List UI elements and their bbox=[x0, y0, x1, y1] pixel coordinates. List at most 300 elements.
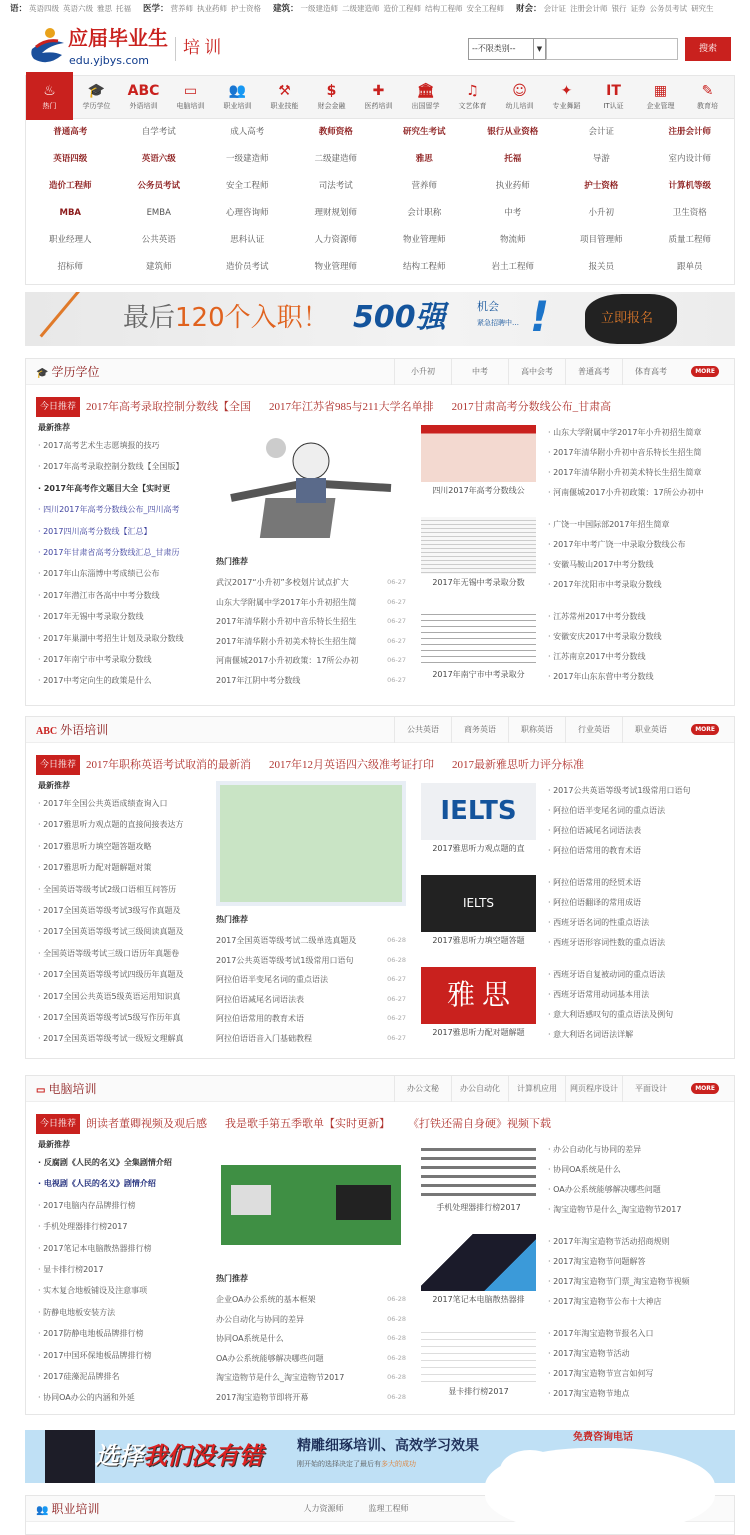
nav-item-5[interactable] bbox=[261, 76, 308, 118]
recruit-banner[interactable] bbox=[25, 292, 735, 346]
list-item-text: 2017年潜江市各高中中考分数线 bbox=[43, 590, 160, 600]
list-item[interactable]: · 河南偃城2017小升初政策：17所公办初中 bbox=[548, 488, 704, 497]
thumb-caption[interactable]: 显卡排行榜2017 bbox=[448, 1387, 509, 1396]
hot-item[interactable] bbox=[216, 632, 406, 652]
hot-item-date: 06-28 bbox=[387, 1373, 406, 1381]
list-item[interactable]: · 2017年高考录取控制分数线【全国版】 bbox=[38, 462, 184, 472]
hot-item-date: 06-28 bbox=[387, 936, 406, 944]
list-item-text: 西班牙语名词的性重点语法 bbox=[553, 918, 650, 927]
category-link[interactable]: 心理咨询师 bbox=[225, 208, 269, 218]
category-link[interactable]: 物流师 bbox=[499, 235, 526, 245]
list-item[interactable]: · 2017硅藻泥品牌排名 bbox=[38, 1371, 120, 1381]
topbar-link[interactable]: 二级建造师 bbox=[342, 4, 380, 13]
tab[interactable]: 职称英语 bbox=[508, 717, 565, 743]
headline-link[interactable]: 2017年12月英语四六级准考证打印 bbox=[269, 759, 435, 771]
today-recommend bbox=[36, 397, 629, 417]
section-2 bbox=[25, 1075, 735, 1415]
nav-item-7[interactable] bbox=[355, 76, 402, 118]
headline-link[interactable]: 2017年江苏省985与211大学名单排 bbox=[269, 401, 434, 413]
hot-list bbox=[216, 1274, 406, 1407]
list-item-text: 意大利语名词语法详解 bbox=[553, 1030, 634, 1039]
list-item[interactable]: · 2017淘宝造物节活动 bbox=[548, 1349, 630, 1358]
abc-icon: ABC bbox=[36, 726, 58, 737]
list-item[interactable]: · 2017年沈阳市中考录取分数线 bbox=[548, 580, 662, 589]
nav-item-1[interactable] bbox=[73, 76, 120, 118]
category-link[interactable]: 岩土工程师 bbox=[491, 262, 534, 272]
tab[interactable]: 小升初 bbox=[394, 359, 451, 385]
nav-item-13[interactable] bbox=[637, 76, 684, 118]
list-item-text: 协同OA办公的内涵和外延 bbox=[43, 1393, 135, 1403]
list-item[interactable]: · 2017雅思听力配对题解题对策 bbox=[38, 863, 152, 873]
topbar-link[interactable]: 银行 bbox=[611, 4, 627, 13]
category-link[interactable]: 成人高考 bbox=[230, 127, 265, 137]
thumb-image[interactable] bbox=[421, 425, 536, 482]
topbar-link[interactable]: 造价工程师 bbox=[383, 4, 422, 13]
topbar-link[interactable]: 公务员考试 bbox=[649, 4, 688, 13]
category-link[interactable]: 跟单员 bbox=[676, 262, 703, 272]
topbar-link[interactable]: 研究生 bbox=[691, 4, 714, 13]
list-item[interactable]: · 阿拉伯语减尾名词语法表 bbox=[548, 826, 642, 835]
thumb-list bbox=[421, 423, 731, 699]
category-link[interactable]: 造价员考试 bbox=[225, 262, 269, 272]
list-item[interactable]: · 淘宝造物节是什么_淘宝造物节2017 bbox=[548, 1205, 682, 1214]
hot-item-date: 06-28 bbox=[387, 1353, 406, 1362]
category-link[interactable]: 职业经理人 bbox=[48, 235, 92, 245]
tab[interactable]: 行业英语 bbox=[565, 717, 622, 743]
nav-item-8[interactable] bbox=[402, 76, 449, 118]
category-link[interactable]: 执业药师 bbox=[495, 181, 530, 191]
thumb-image[interactable] bbox=[421, 1142, 536, 1199]
list-item[interactable]: · 山东大学附属中学2017年小升初招生简章 bbox=[548, 428, 702, 437]
category-link[interactable]: 会计证 bbox=[588, 127, 614, 137]
list-item[interactable]: · 2017全国英语等级考试三级阅读真题及 bbox=[38, 927, 184, 937]
category-link[interactable]: MBA bbox=[59, 208, 81, 218]
headline-link[interactable]: 2017年高考录取控制分数线【全国 bbox=[86, 401, 252, 413]
hot-item[interactable] bbox=[216, 671, 406, 691]
category-select[interactable] bbox=[468, 38, 546, 60]
topbar-link[interactable]: 护士资格 bbox=[231, 4, 262, 13]
list-item-text: 2017全国英语等级考试四级历年真题及 bbox=[43, 970, 184, 980]
list-item-text: 山东大学附属中学2017年小升初招生简章 bbox=[553, 428, 702, 437]
thumb-image[interactable] bbox=[421, 1234, 536, 1291]
category-link[interactable]: 物业管理师 bbox=[402, 235, 446, 245]
category-link[interactable]: 英语四级 bbox=[53, 154, 88, 164]
tab[interactable]: 监理工程师 bbox=[368, 1504, 409, 1513]
list-item[interactable]: · 2017年甘肃省高考分数线汇总_甘肃历 bbox=[38, 547, 180, 557]
list-item[interactable]: · 2017笔记本电脑散热器排行榜 bbox=[38, 1243, 152, 1253]
nav-label: 出国留学 bbox=[411, 102, 440, 110]
list-item-text: 阿拉伯语常用的经贸术语 bbox=[553, 878, 642, 887]
more-button[interactable]: MORE bbox=[691, 1083, 719, 1094]
thumb-image[interactable]: 雅 思 bbox=[421, 967, 536, 1024]
section-title[interactable] bbox=[36, 365, 99, 381]
free-hotline[interactable]: 免费咨询电话 bbox=[573, 1432, 633, 1443]
list-item[interactable]: · 2017年中考广饶一中录取分数线公布 bbox=[548, 540, 686, 549]
list-item-text: 安徽安庆2017中考录取分数线 bbox=[553, 632, 662, 641]
hot-item-date: 06-27 bbox=[387, 1014, 406, 1022]
list-item[interactable]: · 2017四川高考分数线【汇总】 bbox=[38, 526, 152, 536]
category-link[interactable]: 一级建造师 bbox=[225, 154, 269, 164]
hot-item[interactable] bbox=[216, 612, 406, 632]
exclamation-icon: ! bbox=[530, 292, 550, 341]
list-item[interactable]: · 实木复合地板铺设及注意事项 bbox=[38, 1286, 148, 1296]
thumb-list bbox=[421, 781, 731, 1057]
list-item[interactable]: · 协同OA系统是什么 bbox=[548, 1165, 621, 1174]
category-link[interactable]: 英语六级 bbox=[141, 154, 176, 164]
category-link[interactable]: 二级建造师 bbox=[314, 154, 357, 164]
list-item[interactable]: · 反腐剧《人民的名义》全集剧情介绍 bbox=[38, 1158, 172, 1167]
hot-item-date: 06-27 bbox=[387, 975, 406, 983]
section-title[interactable]: 👥 职业培训 bbox=[36, 1502, 100, 1516]
tab[interactable]: 办公自动化 bbox=[451, 1076, 508, 1102]
thumb-image[interactable] bbox=[421, 609, 536, 666]
list-item[interactable]: · 2017全国英语等级考试四级历年真题及 bbox=[38, 970, 184, 980]
category-link[interactable]: 招标师 bbox=[57, 262, 83, 272]
list-item[interactable]: · 阿拉伯语常用的经贸术语 bbox=[548, 878, 642, 887]
category-link[interactable]: 建筑师 bbox=[145, 262, 172, 272]
hot-title: 热门推荐 bbox=[216, 1274, 248, 1283]
list-item[interactable]: · 安徽安庆2017中考录取分数线 bbox=[548, 632, 662, 641]
category-link[interactable]: 项目管理师 bbox=[579, 235, 623, 245]
list-item-text: 2017年淘宝造物节报名入口 bbox=[553, 1329, 654, 1338]
list-item-text: 西班牙语常用动词基本用法 bbox=[553, 990, 650, 999]
list-item[interactable]: · 阿拉伯语翻译的常用成语 bbox=[548, 898, 642, 907]
category-link[interactable]: 室内设计师 bbox=[668, 154, 711, 164]
search-input[interactable] bbox=[546, 38, 678, 60]
tab[interactable]: 网页程序设计 bbox=[565, 1076, 622, 1102]
tab[interactable]: 人力资源师 bbox=[303, 1504, 344, 1513]
nav-item-11[interactable] bbox=[543, 76, 590, 118]
category-link[interactable]: 营养师 bbox=[411, 181, 437, 191]
hot-item[interactable] bbox=[216, 573, 406, 593]
list-item[interactable]: · 2017年清华附小升初中音乐特长生招生简 bbox=[548, 448, 702, 457]
hot-item-text: 2017全国英语等级考试二级单选真题及 bbox=[216, 936, 357, 945]
list-item[interactable]: · 2017年巢湖中考招生计划及录取分数线 bbox=[38, 633, 184, 643]
tab[interactable]: 体育高考 bbox=[622, 359, 679, 385]
hot-title: 热门推荐 bbox=[216, 557, 248, 566]
list-item[interactable]: · 2017年全国公共英语成绩查询入口 bbox=[38, 799, 168, 808]
hot-item[interactable] bbox=[216, 990, 406, 1010]
category-link[interactable]: 公共英语 bbox=[141, 235, 176, 245]
thumb-image[interactable] bbox=[421, 1326, 536, 1383]
thumb-caption[interactable]: 2017雅思听力观点题的直 bbox=[432, 844, 525, 853]
list-item[interactable]: · 西班牙语名词的性重点语法 bbox=[548, 918, 650, 927]
list-item-text: 阿拉伯语半变尾名词的重点语法 bbox=[553, 806, 666, 815]
section-title-text: 学历学位 bbox=[51, 365, 100, 379]
hot-item[interactable] bbox=[216, 1290, 406, 1310]
category-link[interactable]: 自学考试 bbox=[141, 127, 176, 137]
nav-item-3[interactable] bbox=[167, 76, 214, 118]
topbar-link[interactable]: 托福 bbox=[116, 4, 132, 13]
list-item[interactable]: · 2017中国环保地板品牌排行榜 bbox=[38, 1350, 152, 1360]
list-item[interactable]: · 2017年淘宝造物节报名入口 bbox=[548, 1329, 654, 1338]
decor-stripe bbox=[40, 292, 81, 337]
category-grid bbox=[25, 119, 735, 285]
category-select-value: --不限类别-- bbox=[472, 44, 516, 53]
hot-item-text: 阿拉伯语常用的教育术语 bbox=[216, 1014, 304, 1023]
list-item-text: 2017全国英语等级考试3级写作真题及 bbox=[43, 905, 181, 915]
logo-text[interactable]: 应届毕业生 bbox=[68, 28, 168, 50]
hot-item-date: 06-27 bbox=[387, 597, 406, 606]
thumb-links bbox=[548, 1140, 731, 1220]
thumb-image[interactable] bbox=[421, 517, 536, 574]
list-item[interactable]: · 安徽马鞍山2017中考分数线 bbox=[548, 560, 654, 569]
hot-item-text: 办公自动化与协同的差异 bbox=[216, 1314, 304, 1324]
category-link[interactable]: 造价工程师 bbox=[48, 181, 92, 191]
list-item[interactable]: · 2017淘宝造物节地点 bbox=[548, 1389, 630, 1398]
hot-item[interactable] bbox=[216, 593, 406, 613]
list-item[interactable]: · 手机处理器排行榜2017 bbox=[38, 1222, 128, 1232]
section-title[interactable] bbox=[36, 1082, 96, 1098]
list-item[interactable]: · 2017电脑内存品牌排行榜 bbox=[38, 1200, 136, 1210]
thumb-caption[interactable]: 2017笔记本电脑散热器排 bbox=[432, 1295, 525, 1304]
topbar-link[interactable]: 结构工程师 bbox=[425, 4, 463, 13]
list-item[interactable]: · OA办公系统能够解决哪些问题 bbox=[548, 1185, 661, 1194]
list-item[interactable]: · 2017全国英语等级考试一级短文理解真 bbox=[38, 1034, 184, 1044]
list-item[interactable]: · 四川2017年高考分数线公布_四川高考 bbox=[38, 505, 180, 515]
list-item[interactable]: · 2017年高考作文题目大全【实时更 bbox=[38, 483, 171, 493]
category-link[interactable]: 安全工程师 bbox=[225, 181, 269, 191]
list-item[interactable]: · 广饶一中国际部2017年招生简章 bbox=[548, 520, 670, 529]
feature-image[interactable] bbox=[216, 1140, 406, 1265]
list-item[interactable]: · 2017雅思听力填空题答题攻略 bbox=[38, 841, 152, 851]
topbar-link[interactable]: 营养师 bbox=[170, 4, 194, 13]
more-button[interactable]: MORE bbox=[691, 366, 719, 377]
section-1 bbox=[25, 716, 735, 1059]
topbar-link[interactable]: 雅思 bbox=[97, 4, 113, 13]
nav-item-10[interactable] bbox=[496, 76, 543, 118]
thumb-caption[interactable]: 2017年无锡中考录取分数 bbox=[432, 578, 525, 587]
thumb-caption[interactable]: 2017雅思听力填空题答题 bbox=[432, 936, 525, 945]
topbar-link[interactable]: 一级建造师 bbox=[300, 4, 339, 13]
search-button[interactable]: 搜索 bbox=[685, 37, 731, 61]
thumb-block bbox=[421, 1140, 731, 1232]
list-item-text: 2017雅思听力填空题答题攻略 bbox=[43, 841, 152, 851]
list-item[interactable]: · 显卡排行榜2017 bbox=[38, 1264, 104, 1274]
hot-item[interactable] bbox=[216, 1349, 406, 1369]
tab[interactable]: 平面设计 bbox=[622, 1076, 679, 1102]
nav-item-9[interactable] bbox=[449, 76, 496, 118]
feature-image[interactable] bbox=[216, 423, 406, 548]
list-item[interactable]: · 协同OA办公的内涵和外延 bbox=[38, 1393, 135, 1403]
category-link[interactable]: 小升初 bbox=[588, 208, 614, 218]
hot-item[interactable] bbox=[216, 970, 406, 990]
headline-link[interactable]: 2017甘肃高考分数线公布_甘肃高 bbox=[451, 401, 612, 413]
list-item[interactable]: · 西班牙语形容词性数的重点语法 bbox=[548, 938, 666, 947]
hot-item[interactable] bbox=[216, 1310, 406, 1330]
category-link[interactable]: 托福 bbox=[504, 154, 522, 164]
category-link[interactable]: 人力资源师 bbox=[314, 235, 357, 245]
list-item[interactable]: · 2017全国公共英语5级英语运用知识真 bbox=[38, 991, 181, 1001]
hot-item-text: OA办公系统能够解决哪些问题 bbox=[216, 1353, 324, 1363]
hot-item-text: 2017年江阴中考分数线 bbox=[216, 675, 301, 685]
section-title[interactable] bbox=[36, 723, 108, 739]
category-link[interactable]: 报关员 bbox=[588, 262, 614, 272]
monitor-icon: ▭ bbox=[36, 1085, 46, 1096]
category-link[interactable]: 公务员考试 bbox=[137, 181, 180, 191]
feature-image[interactable] bbox=[216, 781, 406, 906]
list-item[interactable]: · 2017高考艺术生志愿填报的技巧 bbox=[38, 441, 160, 450]
hot-item-date: 06-28 bbox=[387, 1295, 406, 1303]
category-link[interactable]: 雅思 bbox=[415, 154, 433, 164]
list-item[interactable]: · 意大利语名词语法详解 bbox=[548, 1030, 634, 1039]
nav-item-14[interactable] bbox=[684, 76, 731, 118]
list-item[interactable]: · 全国英语等级考试2级口语相互问答历 bbox=[38, 884, 177, 894]
tab[interactable]: 中考 bbox=[451, 359, 508, 385]
nav-item-2[interactable] bbox=[120, 76, 167, 118]
category-link[interactable]: 普通高考 bbox=[53, 127, 88, 137]
thumb-caption[interactable]: 四川2017年高考分数线公 bbox=[432, 486, 525, 495]
list-item[interactable]: · 办公自动化与协同的差异 bbox=[548, 1145, 642, 1154]
list-item[interactable]: · 2017年淘宝造物节活动招商规则 bbox=[548, 1237, 670, 1246]
latest-list bbox=[38, 1140, 208, 1413]
category-link[interactable]: EMBA bbox=[146, 208, 171, 218]
tab[interactable]: 商务英语 bbox=[451, 717, 508, 743]
thumb-caption[interactable]: 手机处理器排行榜2017 bbox=[436, 1203, 521, 1212]
money-bag-icon: $ bbox=[326, 83, 337, 99]
category-link[interactable]: 导游 bbox=[592, 154, 610, 164]
list-item[interactable]: · 2017年山东东营中考分数线 bbox=[548, 672, 654, 681]
category-link[interactable]: 理财规划师 bbox=[314, 208, 357, 218]
thumb-list bbox=[421, 1140, 731, 1416]
list-item[interactable]: · 电视剧《人民的名义》剧情介绍 bbox=[38, 1179, 156, 1189]
list-item-text: 安徽马鞍山2017中考分数线 bbox=[553, 560, 654, 569]
category-link[interactable]: 中考 bbox=[504, 208, 522, 218]
signup-button[interactable]: 立即报名 bbox=[601, 311, 654, 326]
list-item[interactable]: · 2017年清华附小升初美术特长生招生简章 bbox=[548, 468, 702, 477]
hot-item[interactable] bbox=[216, 951, 406, 971]
list-item[interactable]: · 2017防静电地板品牌排行榜 bbox=[38, 1329, 144, 1339]
category-link[interactable]: 物业管理师 bbox=[314, 262, 357, 272]
list-item[interactable]: · 意大利语感叹句的重点语法及例句 bbox=[548, 1010, 674, 1019]
hot-item[interactable] bbox=[216, 1009, 406, 1029]
topbar-group-label: 建筑： bbox=[273, 4, 299, 14]
category-link[interactable]: 质量工程师 bbox=[668, 235, 711, 245]
category-link[interactable]: 会计职称 bbox=[407, 208, 442, 218]
list-item[interactable]: · 2017全国英语等级考试5级写作历年真 bbox=[38, 1012, 181, 1022]
thumb-caption[interactable]: 2017雅思听力配对题解题 bbox=[432, 1028, 525, 1037]
list-item[interactable]: · 2017公共英语等级考试1级常用口语句 bbox=[548, 786, 691, 795]
list-item[interactable]: · 2017中考定向生的政策是什么 bbox=[38, 676, 152, 686]
topbar-link[interactable]: 注册会计师 bbox=[570, 4, 608, 13]
category-link[interactable]: 银行从业资格 bbox=[487, 127, 539, 137]
category-link[interactable]: 卫生资格 bbox=[672, 208, 707, 218]
category-link[interactable]: 注册会计师 bbox=[668, 127, 711, 137]
thumb-caption[interactable]: 2017年南宁市中考录取分 bbox=[432, 670, 525, 679]
list-item[interactable]: · 2017淘宝造物节宣言如何写 bbox=[548, 1369, 654, 1378]
category-link[interactable]: 司法考试 bbox=[318, 181, 353, 191]
topbar-link[interactable]: 英语六级 bbox=[63, 4, 94, 13]
list-item-text: 2017淘宝造物节门票_淘宝造物节视频 bbox=[553, 1277, 690, 1286]
thumb-links bbox=[548, 1232, 731, 1312]
list-item-text: 2017年清华附小升初美术特长生招生简章 bbox=[553, 468, 702, 477]
list-item[interactable]: · 2017雅思听力观点题的直接间接表达方 bbox=[38, 820, 184, 830]
thumb-block bbox=[421, 965, 731, 1057]
hot-item[interactable] bbox=[216, 931, 406, 951]
list-item[interactable]: · 2017年潜江市各高中中考分数线 bbox=[38, 590, 160, 600]
tab[interactable]: 高中会考 bbox=[508, 359, 565, 385]
list-item[interactable]: · 江苏南京2017中考分数线 bbox=[548, 652, 646, 661]
list-item[interactable]: · 阿拉伯语常用的教育术语 bbox=[548, 846, 642, 855]
topbar-link[interactable]: 执业药师 bbox=[197, 4, 228, 13]
list-item-text: 2017年巢湖中考招生计划及录取分数线 bbox=[43, 633, 184, 643]
list-item[interactable]: · 2017淘宝造物节门票_淘宝造物节视频 bbox=[548, 1277, 690, 1286]
list-item[interactable]: · 西班牙语常用动词基本用法 bbox=[548, 990, 650, 999]
list-item[interactable]: · 2017全国英语等级考试3级写作真题及 bbox=[38, 905, 181, 915]
topbar-link[interactable]: 证券 bbox=[630, 4, 646, 13]
nav-item-4[interactable] bbox=[214, 76, 261, 118]
thumb-image[interactable]: IELTS bbox=[421, 783, 536, 840]
list-item-text: 2017笔记本电脑散热器排行榜 bbox=[43, 1243, 152, 1253]
category-link[interactable]: 教师资格 bbox=[318, 127, 353, 137]
topbar-link[interactable]: 安全工程师 bbox=[466, 4, 505, 13]
nav-label: 电脑培训 bbox=[176, 102, 205, 110]
list-item[interactable]: · 全国英语等级考试三级口语历年真题卷 bbox=[38, 948, 180, 958]
category-link[interactable]: 思科认证 bbox=[230, 235, 265, 245]
category-link[interactable]: 结构工程师 bbox=[402, 262, 446, 272]
list-item-text: 2017年清华附小升初中音乐特长生招生简 bbox=[553, 448, 702, 457]
topbar-link[interactable]: 会计证 bbox=[543, 4, 567, 13]
headline-link[interactable]: 2017最新雅思听力评分标准 bbox=[452, 759, 585, 771]
logo-icon[interactable] bbox=[28, 27, 68, 65]
category-link[interactable]: 计算机等级 bbox=[668, 181, 711, 191]
hot-item[interactable] bbox=[216, 1029, 406, 1049]
tab[interactable]: 计算机应用 bbox=[508, 1076, 565, 1102]
nav-item-6[interactable] bbox=[308, 76, 355, 118]
headline-link[interactable]: 朗读者董卿视频及观后感 bbox=[86, 1118, 208, 1130]
nav-item-12[interactable] bbox=[590, 76, 637, 118]
list-item[interactable]: · 防静电地板安装方法 bbox=[38, 1307, 116, 1317]
list-item[interactable]: · 2017年无锡中考录取分数线 bbox=[38, 612, 144, 622]
list-item[interactable]: · 阿拉伯语半变尾名词的重点语法 bbox=[548, 806, 666, 815]
headline-link[interactable]: 2017年职称英语考试取消的最新消 bbox=[86, 759, 252, 771]
category-link[interactable]: 护士资格 bbox=[584, 181, 619, 191]
hot-item[interactable] bbox=[216, 651, 406, 671]
nav-item-0[interactable] bbox=[26, 72, 73, 120]
topbar-link[interactable]: 英语四级 bbox=[29, 4, 60, 13]
hot-item[interactable] bbox=[216, 1329, 406, 1349]
category-nav bbox=[25, 75, 735, 119]
list-item[interactable]: · 2017年南宁市中考录取分数线 bbox=[38, 654, 152, 664]
tab[interactable]: 职业英语 bbox=[622, 717, 679, 743]
category-link[interactable]: 研究生考试 bbox=[402, 127, 446, 137]
thumb-links bbox=[548, 607, 731, 687]
tab[interactable]: 办公文秘 bbox=[394, 1076, 451, 1102]
list-item-text: 2017淘宝造物节地点 bbox=[553, 1389, 630, 1398]
hot-item[interactable] bbox=[216, 1388, 406, 1408]
list-item-text: 江苏南京2017中考分数线 bbox=[553, 652, 646, 661]
more-button[interactable]: MORE bbox=[691, 724, 719, 735]
today-tag: 今日推荐 bbox=[36, 755, 80, 775]
headline-link[interactable]: 《打铁还需自身硬》视频下载 bbox=[408, 1118, 552, 1130]
thumb-image[interactable]: IELTS bbox=[421, 875, 536, 932]
tab[interactable]: 普通高考 bbox=[565, 359, 622, 385]
hot-item-text: 阿拉伯语半变尾名词的重点语法 bbox=[216, 975, 328, 984]
list-item[interactable]: · 2017淘宝造物节问题解答 bbox=[548, 1257, 646, 1266]
list-item[interactable]: · 江苏常州2017中考分数线 bbox=[548, 612, 646, 621]
hot-item-text: 阿拉伯语减尾名词语法表 bbox=[216, 994, 304, 1004]
nav-label: 财会金融 bbox=[317, 102, 346, 110]
hot-item[interactable] bbox=[216, 1368, 406, 1388]
list-item-text: 2017公共英语等级考试1级常用口语句 bbox=[553, 786, 691, 795]
tab[interactable]: 公共英语 bbox=[394, 717, 451, 743]
list-item[interactable]: · 2017年山东淄博中考成绩已公布 bbox=[38, 569, 160, 579]
list-item[interactable]: · 2017淘宝造物节公布十大神店 bbox=[548, 1297, 662, 1306]
headline-link[interactable]: 我是歌手第五季歌单【实时更新】 bbox=[225, 1118, 391, 1130]
banner-500: 500强 bbox=[353, 300, 446, 335]
list-item[interactable]: · 西班牙语自复被动词的重点语法 bbox=[548, 970, 666, 979]
thumb-links bbox=[548, 781, 731, 861]
